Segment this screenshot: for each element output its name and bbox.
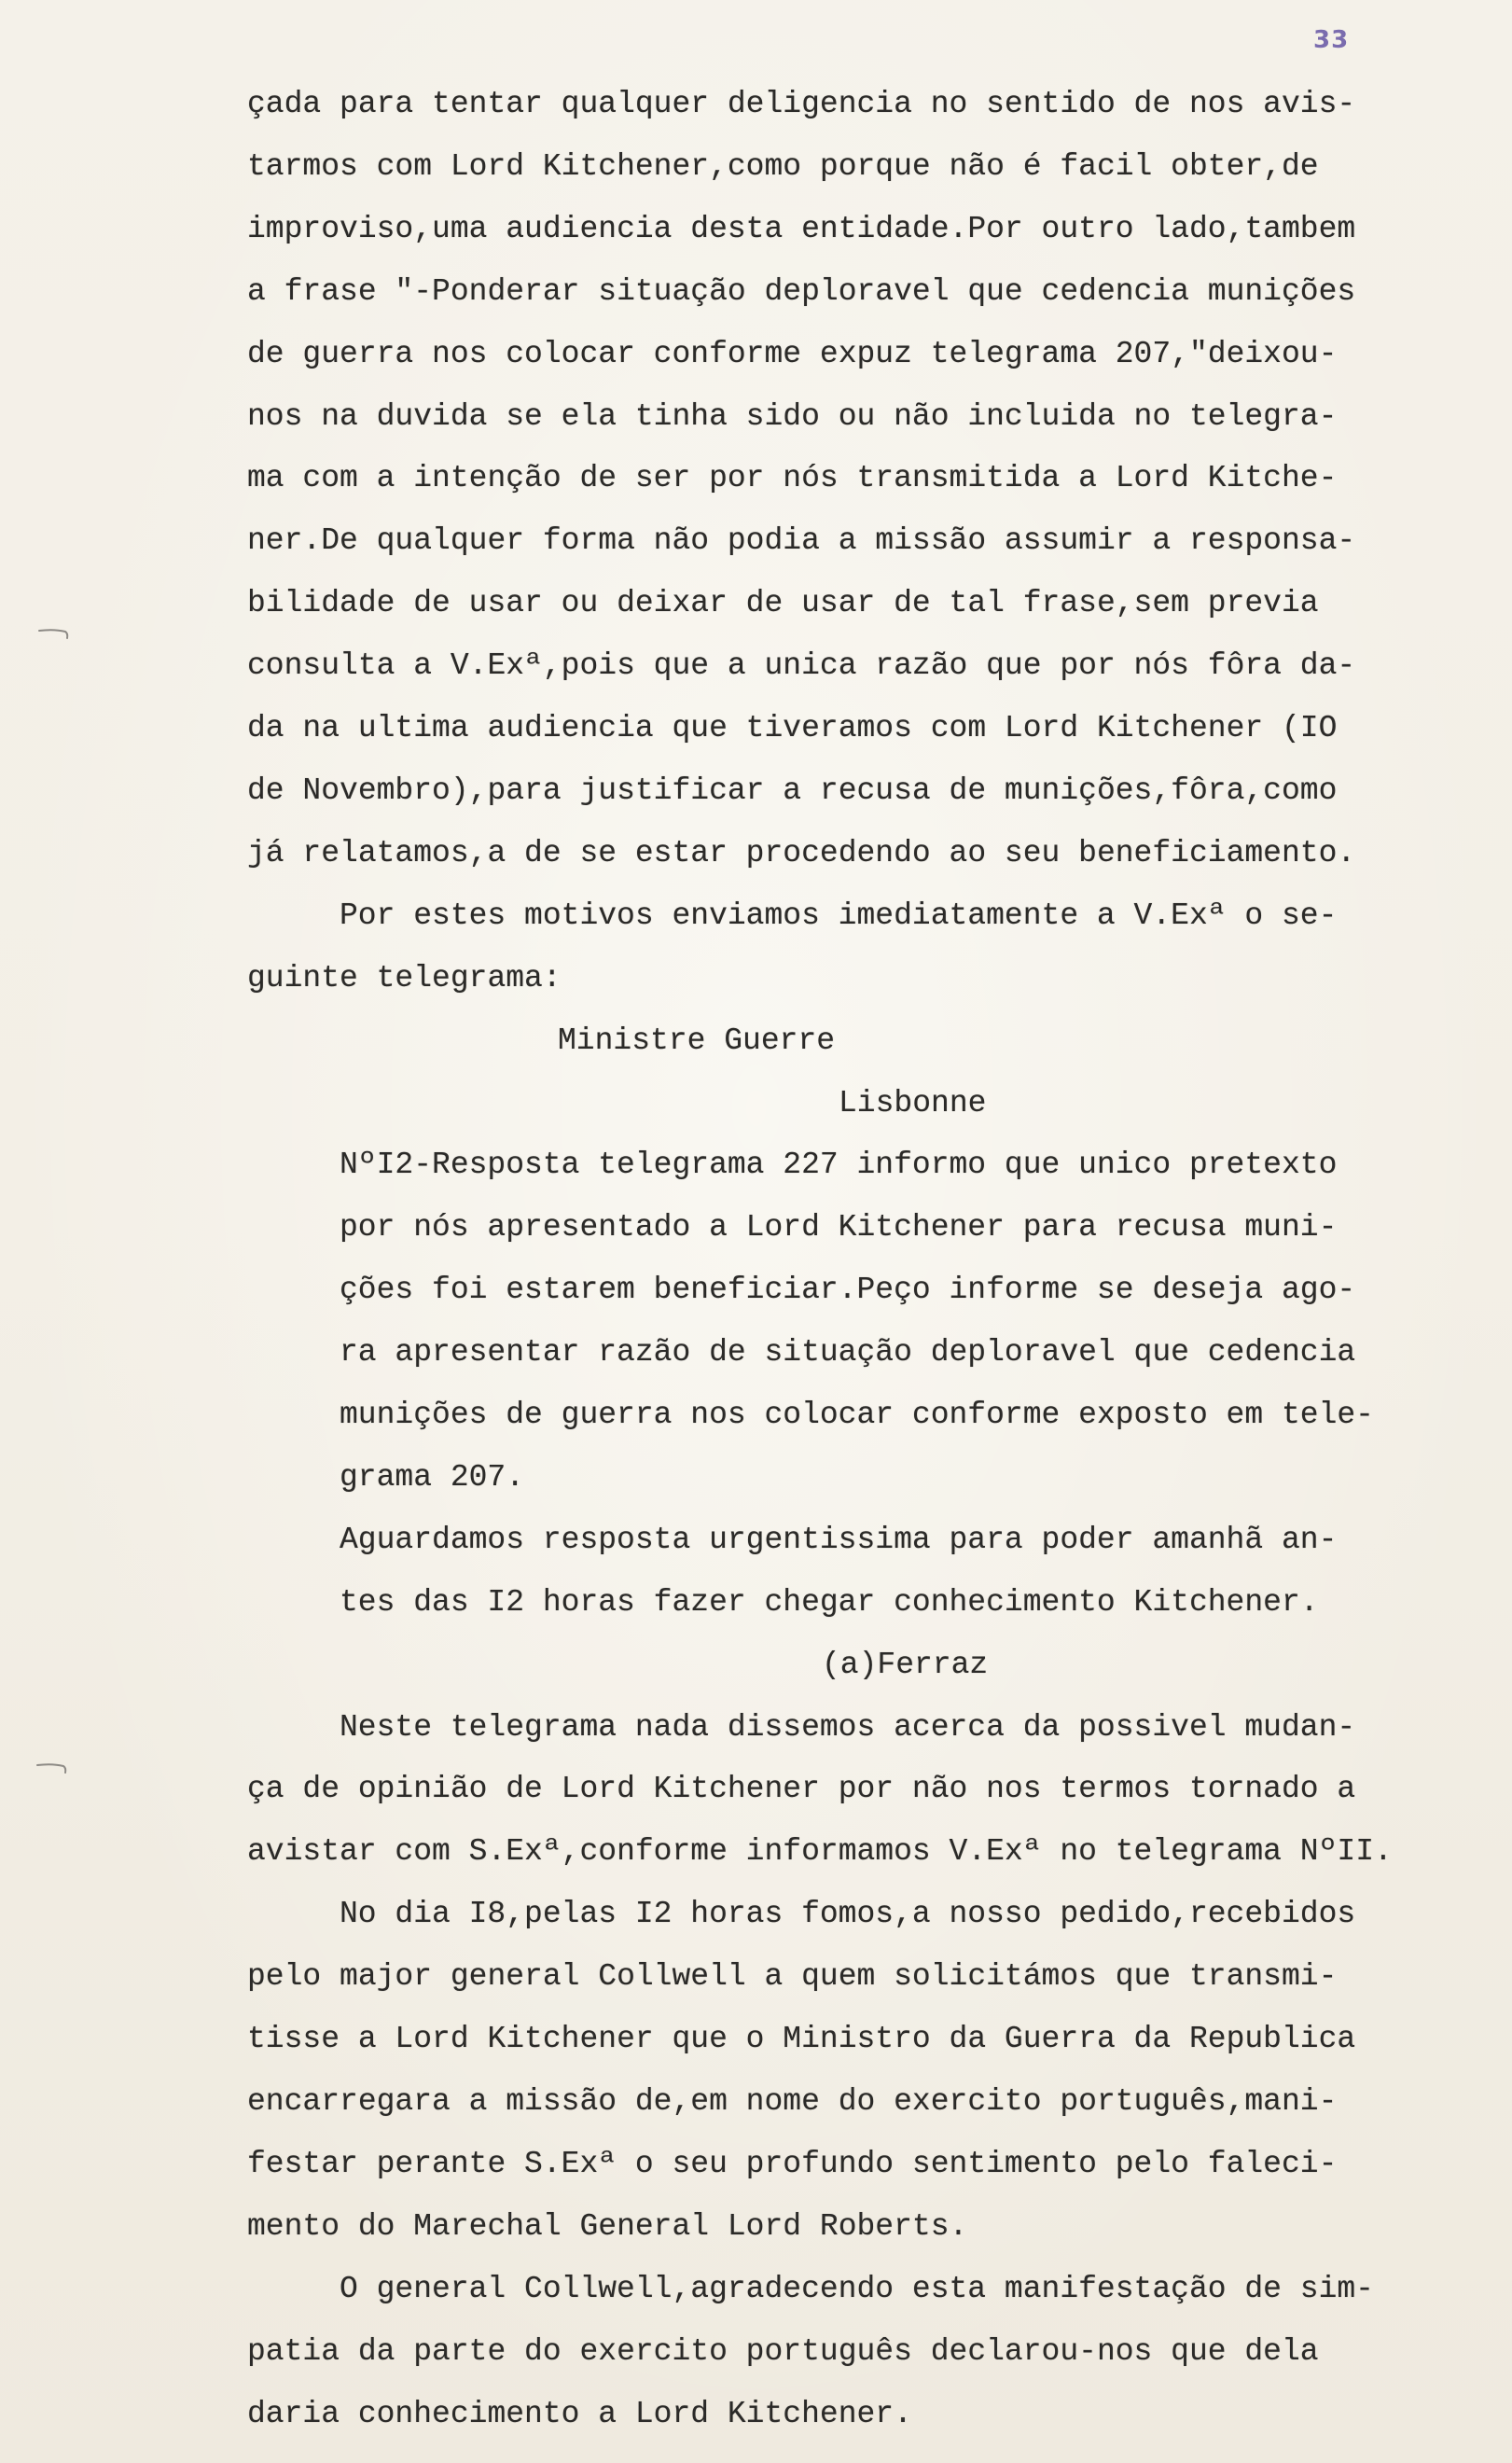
telegram-line: ra apresentar razão de situação deploravel que cedencia bbox=[340, 1335, 1356, 1371]
text-line: bilidade de usar ou deixar de usar de tal frase,sem previa bbox=[247, 586, 1319, 621]
text-line: patia da parte do exercito português declarou-nos que dela bbox=[247, 2333, 1319, 2369]
text-line: da na ultima audiencia que tiveramos com Lord Kitchener (IO bbox=[247, 711, 1338, 746]
text-line: ner.De qualquer forma não podia a missão assumir a responsa- bbox=[247, 523, 1356, 559]
text-line: já relatamos,a de se estar procedendo ao seu beneficiamento. bbox=[247, 835, 1356, 870]
text-line: de Novembro),para justificar a recusa de munições,fôra,como bbox=[247, 772, 1338, 808]
text-line: daria conhecimento a Lord Kitchener. bbox=[247, 2396, 912, 2431]
text-line: improviso,uma audiencia desta entidade.Por outro lado,tambem bbox=[247, 211, 1356, 246]
telegram-signature: (a)Ferraz bbox=[822, 1647, 989, 1682]
page-number: 33 bbox=[1313, 26, 1350, 54]
text-line: tarmos com Lord Kitchener,como porque não é facil obter,de bbox=[247, 148, 1319, 184]
margin-punch-mark bbox=[37, 627, 71, 640]
text-line: O general Collwell,agradecendo esta manifestação de sim- bbox=[340, 2271, 1374, 2306]
text-line: de guerra nos colocar conforme expuz telegrama 207,"deixou- bbox=[247, 336, 1338, 371]
text-line: No dia I8,pelas I2 horas fomos,a nosso pedido,recebidos bbox=[340, 1897, 1356, 1932]
telegram-line: munições de guerra nos colocar conforme exposto em tele- bbox=[340, 1398, 1374, 1433]
text-line: guinte telegrama: bbox=[247, 960, 562, 995]
margin-punch-mark bbox=[35, 1761, 69, 1774]
telegram-recipient: Ministre Guerre bbox=[558, 1023, 836, 1058]
text-line: festar perante S.Exª o seu profundo sentimento pelo faleci- bbox=[247, 2146, 1338, 2181]
text-line: ma com a intenção de ser por nós transmitida a Lord Kitche- bbox=[247, 461, 1338, 496]
text-line: consulta a V.Exª,pois que a unica razão que por nós fôra da- bbox=[247, 648, 1356, 684]
telegram-line: Aguardamos resposta urgentissima para poder amanhã an- bbox=[340, 1522, 1338, 1557]
telegram-line: ções foi estarem beneficiar.Peço informe se deseja ago- bbox=[340, 1273, 1356, 1308]
telegram-line: por nós apresentado a Lord Kitchener para recusa muni- bbox=[340, 1210, 1338, 1245]
text-line: ça de opinião de Lord Kitchener por não nos termos tornado a bbox=[247, 1772, 1356, 1807]
text-line: mento do Marechal General Lord Roberts. bbox=[247, 2208, 968, 2244]
text-line: a frase "-Ponderar situação deploravel que cedencia munições bbox=[247, 273, 1356, 309]
text-line: tisse a Lord Kitchener que o Ministro da Guerra da Republica bbox=[247, 2022, 1356, 2057]
text-line: nos na duvida se ela tinha sido ou não incluida no telegra- bbox=[247, 398, 1338, 434]
document-body bbox=[247, 74, 1478, 2445]
text-line: Neste telegrama nada dissemos acerca da possivel mudan- bbox=[340, 1709, 1356, 1745]
text-line: pelo major general Collwell a quem solicitámos que transmi- bbox=[247, 1959, 1338, 1995]
text-line: Por estes motivos enviamos imediatamente a V.Exª o se- bbox=[340, 898, 1338, 933]
telegram-line: grama 207. bbox=[340, 1459, 525, 1495]
text-line: çada para tentar qualquer deligencia no sentido de nos avis- bbox=[247, 87, 1356, 121]
text-line: avistar com S.Exª,conforme informamos V.Exª no telegrama NºII. bbox=[247, 1834, 1393, 1870]
telegram-line: NºI2-Resposta telegrama 227 informo que unico pretexto bbox=[340, 1148, 1338, 1183]
telegram-city: Lisbonne bbox=[839, 1085, 987, 1120]
telegram-line: tes das I2 horas fazer chegar conhecimento Kitchener. bbox=[340, 1584, 1319, 1620]
text-line: encarregara a missão de,em nome do exercito português,mani- bbox=[247, 2084, 1338, 2119]
